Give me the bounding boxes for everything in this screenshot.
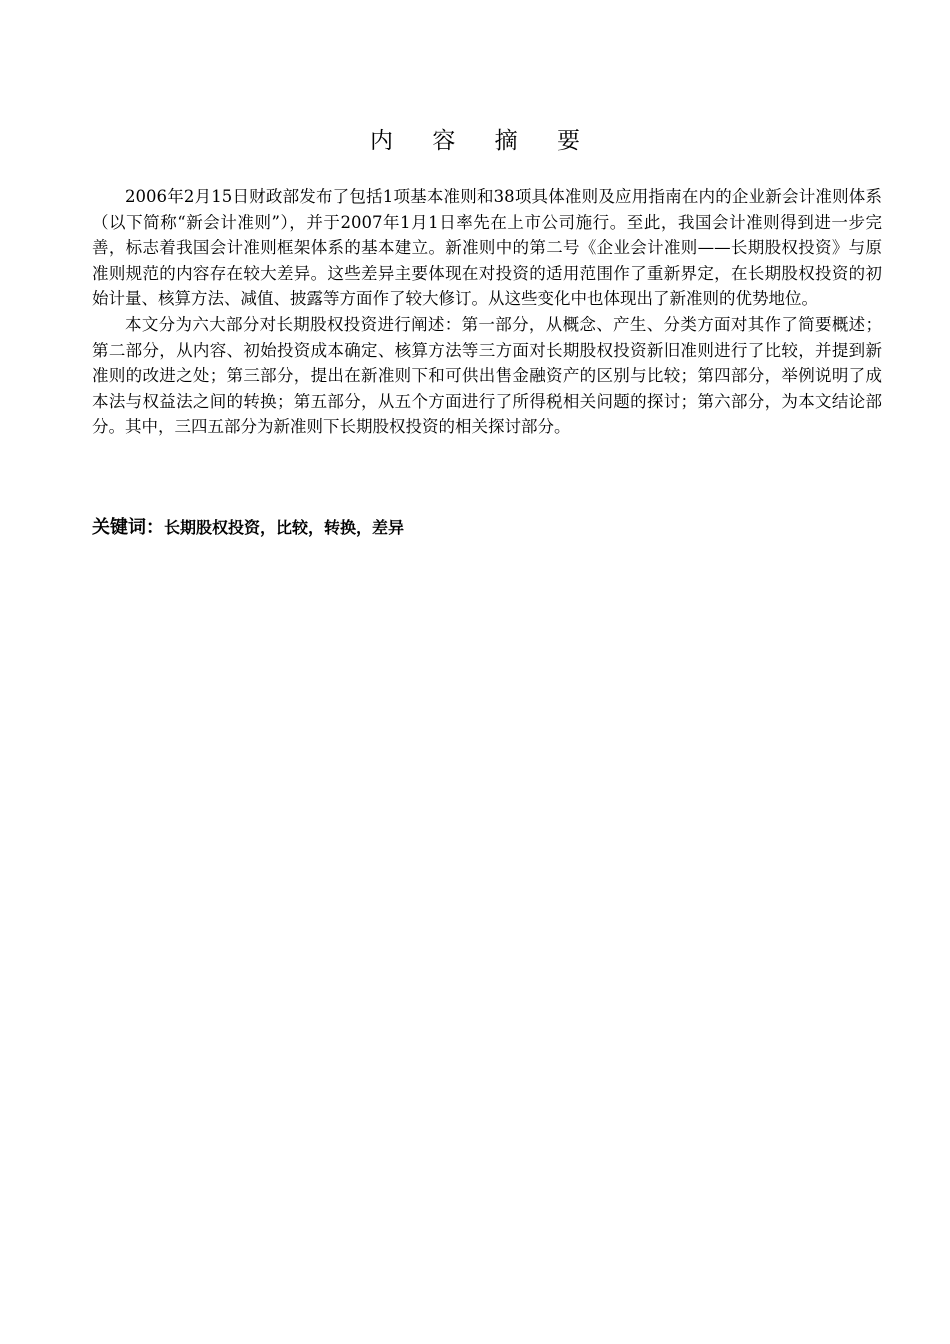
keywords-label: 关键词： xyxy=(92,517,164,538)
abstract-paragraph-1: 2006年2月15日财政部发布了包括1项基本准则和38项具体准则及应用指南在内的企业新会计准则体系（以下简称“新会计准则”），并于2007年1月1日率先在上市公司施行。至此，我国会计准则得到进一步完善，标志着我国会计准则框架体系的基本建立。新准则中的第二号《企业会计准则——长期股权投资》与原准则规范的内容存在较大差异。这些差异主要体现在对投资的适用范围作了重新界定，在长期股权投资的初始计量、核算方法、减值、披露等方面作了较大修订。从这些变化中也体现出了新准则的优势地位。 xyxy=(92,187,882,309)
abstract-body xyxy=(92,184,882,440)
abstract-paragraph-2: 本文分为六大部分对长期股权投资进行阐述：第一部分，从概念、产生、分类方面对其作了简要概述；第二部分，从内容、初始投资成本确定、核算方法等三方面对长期股权投资新旧准则进行了比较，并提到新准则的改进之处；第三部分，提出在新准则下和可供出售金融资产的区别与比较；第四部分，举例说明了成本法与权益法之间的转换；第五部分，从五个方面进行了所得税相关问题的探讨；第六部分，为本文结论部分。其中，三四五部分为新准则下长期股权投资的相关探讨部分。 xyxy=(92,314,882,437)
keywords-line xyxy=(92,514,882,542)
page-title: 内 容 摘 要 xyxy=(370,128,596,154)
keywords-text: 长期股权投资，比较，转换，差异 xyxy=(164,518,405,537)
